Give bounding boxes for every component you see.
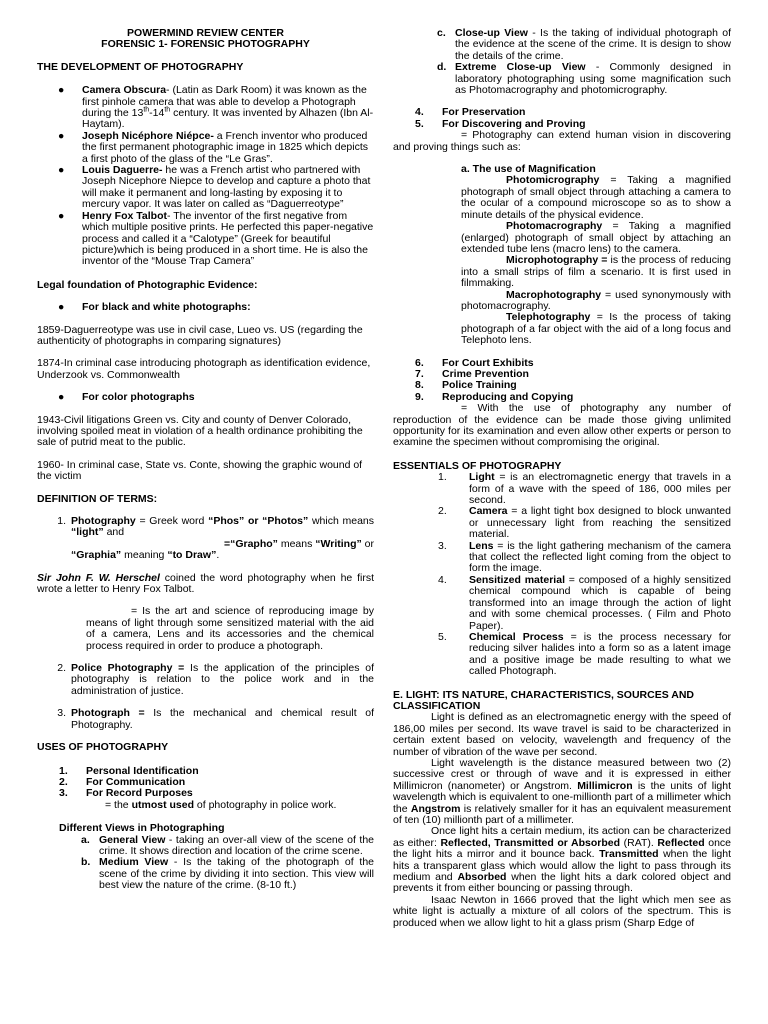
light-p2: Light wavelength is the distance measured between two (2) successive crest or through of wave and it is expressed in either Millimicron (nanometer) or Angstrom. Millimicron is the units of light wavelength which is equivalent to one-millionth part of a millimeter which the Angstrom is relatively smaller for it has an equivalent measurement of ten (10) millionth part of a millimeter. (393, 756, 731, 826)
essentials-heading: ESSENTIALS OF PHOTOGRAPHY (393, 459, 562, 472)
legal-heading: Legal foundation of Photographic Evidence: (37, 278, 258, 291)
essentials-item: 1. Light = is an electromagnetic energy that travels in a form of a wave with the speed of 186, 000 miles per second. (438, 471, 731, 507)
discover-text: = Photography can extend human vision in discovering and proving things such as: (393, 129, 731, 153)
left-column (37, 28, 374, 892)
essentials-item: 5. Chemical Process = is the process necessary for reducing silver halides into a form so as a latent image and a positive image be made resulting to what we called Photograph. (438, 630, 731, 678)
magnification-item: Microphotography = is the process of reducing into a small strips of film a scenario. It is first used in filmmaking. (461, 254, 731, 290)
bw-heading: For black and white photographs: (82, 301, 251, 314)
uses-item: 8. Police Training (415, 379, 517, 392)
herschel-note: Sir John F. W. Herschel coined the word photography when he first wrote a letter to Henry Fox Talbot. (37, 571, 374, 596)
color-heading-row (37, 392, 374, 403)
list-item-text: Joseph Nicéphore Niépce- a French inventor who produced the first permanent photographic image in 1825 which depicts a first photo of the glass of the “Le Gras”. (82, 129, 369, 165)
list-item-talbot (37, 211, 374, 268)
definition-police (37, 663, 374, 697)
legal-1960: 1960- In criminal case, State vs. Conte, showing the graphic wound of the victim (37, 458, 363, 483)
bullet-icon: ● (58, 129, 65, 142)
uses-list-final (393, 358, 731, 404)
bullet-icon: ● (58, 209, 65, 222)
view-item: d. Extreme Close-up View - Commonly designed in laboratory photographing using some magnification such as Photomacrography and photomicrography. (437, 61, 731, 97)
view-item: b. Medium View - Is the taking of the photograph of the scene of the crime by dividing it into section. This view will best view the nature of the crime. (8-10 ft.) (81, 856, 374, 892)
uses-item: 7. Crime Prevention (415, 367, 529, 380)
magnification-item: Macrophotography = used synonymously with photomacrography. (461, 288, 731, 312)
uses-item: 2. For Communication (59, 775, 186, 788)
legal-1859: 1859-Daguerreotype was use in civil case, Lueo vs. US (regarding the authenticity of photographs in comparing signatures) (37, 323, 363, 347)
list-item-daguerre (37, 165, 374, 211)
header-subject: FORENSIC 1- FORENSIC PHOTOGRAPHY (101, 38, 310, 51)
right-column (393, 28, 731, 929)
list-number: 3. (57, 707, 66, 720)
bw-heading-row (37, 302, 374, 313)
views-list (37, 835, 374, 892)
uses-item: 5. For Discovering and Proving (415, 117, 586, 130)
definition-text: Police Photography = Is the application of the principles of photography is relation to the police work and in the administration of justice. (71, 662, 374, 697)
magnification-item: Photomicrography = Taking a magnified photograph of small object through attaching a camera to the ocular of a compound microscope so as to show a minute details of the physical evidence. (461, 174, 731, 221)
reproducing-text: = With the use of photography any number of reproduction of the evidence can be made those giving unlimited opportunity for its examination and even allow other experts or person to examine the specimen without compromising the original. (393, 402, 731, 449)
magnification-item: Photomacrography = Taking a magnified (enlarged) photograph of small object by attaching an extended tube lens (macro lens) to the camera. (461, 220, 731, 255)
definitions-heading: DEFINITION OF TERMS: (37, 492, 158, 505)
list-item-text: Henry Fox Talbot- The inventor of the first negative from which multiple positive prints. He perfected this paper-negative process and called it a “Calotype” (Greek for beautiful picture)which is being produced in a short time. He is also the inventor of the “Mouse Trap Camera” (82, 209, 374, 268)
uses-heading: USES OF PHOTOGRAPHY (37, 741, 169, 754)
light-p1: Light is defined as an electromagnetic energy with the speed of 186,00 miles per second. Its wave travel is said to be characterized in certain extent based on velocity, wavelength and frequency of the number of vibration of the wave per second. (393, 711, 731, 758)
definition-photograph (37, 708, 374, 731)
light-p3: Once light hits a certain medium, its action can be characterized as either: Reflected, Transmitted or Absorbed (RAT). Reflected once the light hits a mirror and it bounce back. Transmitted when the light hits a transparent glass which would allow the light to pass through its medium and Absorbed when the light hits a dark colored object and prevents it from either bouncing or passing through. (393, 825, 732, 895)
uses-list (37, 766, 374, 800)
definition-text: Photography = Greek word “Phos” or “Photos” which means “light” and =“Grapho” means “Writing” or “Graphia” meaning “to Draw”. (71, 515, 375, 562)
uses-item: 9. Reproducing and Copying (415, 390, 574, 403)
list-item-camera-obscura (37, 85, 374, 131)
color-heading: For color photographs (82, 391, 195, 404)
list-item-text: Louis Daguerre- he was a French artist who partnered with Joseph Nicephore Niepce to develop and capture a photo that will make it permanent and long-lasting by exposing it to mercury vapor. It was later on called as “Daguerreotype” (82, 164, 371, 211)
essentials-list (393, 472, 731, 677)
list-item-text: Camera Obscura- (Latin as Dark Room) it was known as the first pinhole camera that was able to develop a Photograph during the 13th-14th century. It was invented by Alhazen (Ibn Al-Haytam). (82, 84, 374, 131)
definition-text: Photograph = Is the mechanical and chemical result of Photography. (71, 707, 374, 731)
uses-list-continued (393, 107, 731, 130)
light-heading: E. LIGHT: ITS NATURE, CHARACTERISTICS, SOURCES AND CLASSIFICATION (393, 688, 695, 712)
essentials-item: 2. Camera = a light tight box designed to block unwanted or unnecessary light from reaching the sensitized material. (438, 505, 731, 541)
essentials-item: 4. Sensitized material = composed of a highly sensitized chemical compound which is capable of being transformed into an image through the action of light and with some chemical processes. ( Film and Photo Paper). (438, 573, 731, 632)
development-heading: THE DEVELOPMENT OF PHOTOGRAPHY (37, 60, 244, 73)
view-item: c. Close-up View - Is the taking of individual photograph of the evidence at the scene of the crime. It is design to show the details of the crime. (437, 27, 731, 62)
essentials-item: 3. Lens = is the light gathering mechanism of the camera that collect the reflected light coming from the object to form the image. (438, 539, 731, 575)
uses-item: 3. For Record Purposes (59, 787, 193, 800)
bullet-icon: ● (58, 301, 65, 314)
list-item-niepce (37, 131, 374, 165)
legal-1943: 1943-Civil litigations Green vs. City and county of Denver Colorado, involving spoiled meat in violation of a health ordinance prohibiting the sale of putrid meat to the public. (37, 413, 363, 449)
list-number: 1. (57, 515, 66, 527)
art-science-definition: = Is the art and science of reproducing image by means of light through some sensitized material with the aid of a camera, Lens and its accessories and the chemical process required in order to produce a photograph. (86, 605, 374, 652)
views-heading: Different Views in Photographing (59, 822, 225, 835)
legal-1874: 1874-In criminal case introducing photograph as identification evidence, Underzook vs. Commonwealth (37, 357, 371, 381)
bullet-icon: ● (58, 391, 65, 404)
views-list-continued (393, 28, 731, 96)
bullet-icon: ● (58, 84, 65, 97)
uses-item: 1. Personal Identification (59, 764, 199, 777)
definition-photography (37, 516, 374, 562)
record-note: = the utmost used of photography in police work. (105, 798, 337, 811)
uses-item: 6. For Court Exhibits (415, 356, 534, 369)
header-center: POWERMIND REVIEW CENTER (127, 27, 284, 39)
magnification-list (461, 175, 731, 346)
development-list (37, 85, 374, 268)
light-p4: Isaac Newton in 1666 proved that the light which men see as white light is actually a mixture of all colors of the spectrum. This is produced when we allow light to hit a glass prism (Sharp Edge of (393, 893, 731, 929)
uses-item: 4. For Preservation (415, 106, 526, 119)
list-number: 2. (57, 662, 66, 675)
magnification-item: Telephotography = Is the process of taking photograph of a far object with the aid of a long focus and Telephoto lens. (461, 311, 731, 347)
view-item: a. General View - taking an over-all view of the scene of the crime. It shows direction and location of the crime scene. (81, 833, 374, 857)
magnification-heading: a. The use of Magnification (461, 163, 596, 176)
bullet-icon: ● (58, 164, 65, 177)
